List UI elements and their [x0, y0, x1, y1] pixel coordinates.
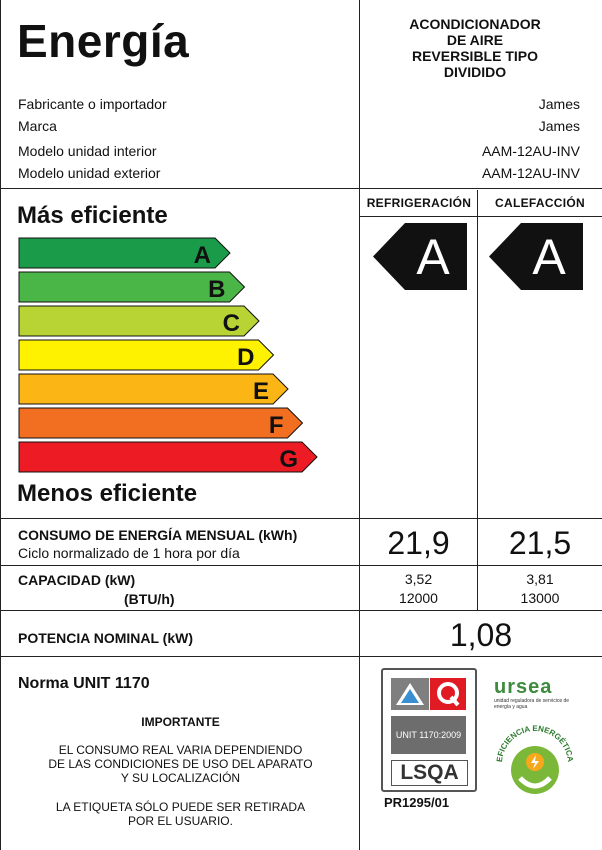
efficiency-bar-letter: E	[252, 378, 269, 405]
heating-header: CALEFACCIÓN	[495, 196, 585, 210]
norm-label: Norma UNIT 1170	[18, 675, 150, 692]
hr-consumption	[0, 518, 602, 519]
efficiency-bar-c	[18, 305, 261, 335]
consumption-label: CONSUMO DE ENERGÍA MENSUAL (kWh)	[18, 527, 298, 543]
info-indoor-model-value: AAM-12AU-INV	[481, 143, 580, 159]
important-text-1	[18, 743, 343, 785]
cooling-rating-letter: A	[416, 229, 450, 285]
info-manufacturer-label: Fabricante o importador	[18, 96, 167, 112]
important-line: EL CONSUMO REAL VARIA DEPENDIENDO	[58, 743, 303, 757]
consumption-cooling-value: 21,9	[387, 525, 450, 561]
important-line: DE LAS CONDICIONES DE USO DEL APARATO	[48, 757, 313, 771]
efficiency-bar-letter: A	[193, 242, 211, 269]
product-type-line: REVERSIBLE TIPO	[411, 48, 539, 64]
hr-norm	[0, 656, 602, 657]
certification-code: PR1295/01	[384, 795, 450, 810]
heating-rating-arrow	[489, 223, 583, 295]
important-line: LA ETIQUETA SÓLO PUEDE SER RETIRADA	[55, 800, 306, 814]
triangle-icon	[391, 678, 429, 710]
capacity-heating-btu: 13000	[520, 590, 560, 606]
power-value: 1,08	[449, 617, 513, 653]
efficiency-bar-g	[18, 441, 319, 471]
product-type-line: DE AIRE	[446, 32, 504, 48]
hr-top	[0, 188, 602, 189]
power-label: POTENCIA NOMINAL (kW)	[18, 630, 193, 646]
info-brand-value: James	[538, 118, 580, 134]
efficiency-bar-letter: C	[222, 310, 240, 337]
ursea-logo: ursea	[494, 676, 553, 698]
efficiency-bar-letter: F	[268, 412, 284, 439]
lsqa-logo: LSQA	[391, 760, 468, 786]
hr-col-header	[359, 216, 602, 217]
efficiency-bar-letter: D	[237, 344, 255, 371]
product-type	[380, 16, 570, 80]
info-brand-label: Marca	[18, 118, 57, 134]
important-line: Y SU LOCALIZACIÓN	[120, 771, 241, 785]
scale-top-label: Más eficiente	[17, 202, 168, 229]
heating-rating-letter: A	[532, 229, 566, 285]
efficiency-bar-a	[18, 237, 232, 267]
info-outdoor-model-value: AAM-12AU-INV	[481, 165, 580, 181]
cooling-header: REFRIGERACIÓN	[366, 196, 472, 210]
unit-standard-badge: UNIT 1170:2009	[391, 716, 466, 754]
capacity-kw-label: CAPACIDAD (kW)	[18, 572, 136, 588]
efficiency-bar-e	[18, 373, 290, 403]
capacity-cooling-kw: 3,52	[404, 571, 433, 587]
capacity-cooling-btu: 12000	[399, 590, 438, 606]
important-text-2	[18, 800, 343, 828]
certification-logo	[381, 668, 477, 792]
frame-left	[0, 0, 1, 850]
seal-text: EFICIENCIA ENERGÉTICA	[495, 723, 576, 763]
frame-vertical-divider	[359, 0, 360, 850]
energy-efficiency-seal	[490, 712, 580, 807]
important-title: IMPORTANTE	[141, 715, 220, 729]
info-outdoor-model-label: Modelo unidad exterior	[18, 165, 161, 181]
product-type-line: ACONDICIONADOR	[409, 16, 541, 32]
label-title: Energía	[17, 15, 190, 67]
info-manufacturer-value: James	[538, 96, 580, 112]
capacity-heating-kw: 3,81	[526, 571, 554, 587]
consumption-heating-value: 21,5	[508, 525, 572, 561]
efficiency-bar-letter: G	[279, 446, 298, 473]
q-icon	[430, 678, 466, 710]
consumption-sublabel: Ciclo normalizado de 1 hora por día	[18, 545, 240, 561]
efficiency-bar-b	[18, 271, 247, 301]
hr-capacity	[0, 565, 602, 566]
efficiency-bar-f	[18, 407, 305, 437]
product-type-line: DIVIDIDO	[443, 64, 507, 80]
efficiency-bar-letter: B	[208, 276, 226, 303]
capacity-btu-label: (BTU/h)	[124, 591, 175, 607]
cooling-rating-arrow	[373, 223, 467, 295]
efficiency-bar-d	[18, 339, 276, 369]
info-indoor-model-label: Modelo unidad interior	[18, 143, 157, 159]
ursea-subtitle: unidad reguladora de servicios de energía y agua	[494, 698, 570, 710]
important-line: POR EL USUARIO.	[128, 814, 233, 828]
hr-power	[0, 610, 602, 611]
scale-bottom-label: Menos eficiente	[17, 480, 198, 507]
